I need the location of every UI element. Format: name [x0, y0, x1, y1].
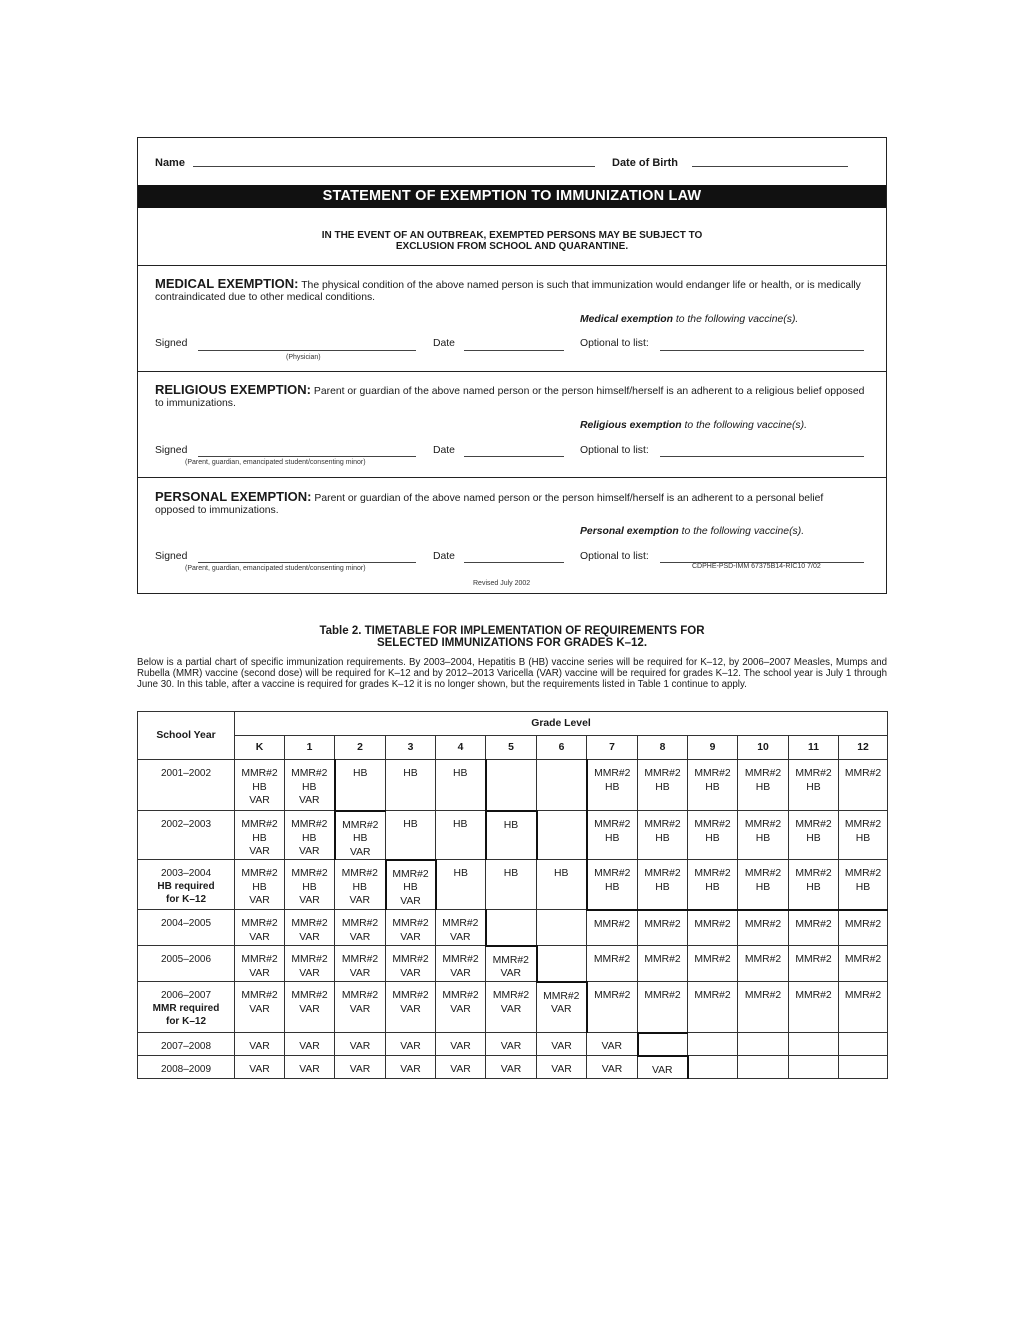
- requirement-cell: MMR#2 HB: [587, 760, 638, 811]
- requirement-cell: HB: [386, 760, 436, 811]
- requirement-cell: VAR: [386, 1056, 436, 1079]
- requirement-cell: MMR#2 HB: [789, 811, 839, 860]
- personal-exemption-title: PERSONAL EXEMPTION:: [155, 489, 312, 504]
- requirement-cell: [839, 1056, 888, 1079]
- school-year: 2008–2009: [160, 1064, 212, 1075]
- form-code: CDPHE-PSD-IMM 67375B14-RIC10 7/02: [692, 563, 821, 570]
- requirement-cell: MMR#2: [738, 910, 789, 946]
- school-year: 2006–2007: [160, 990, 212, 1001]
- school-year-header: School Year: [138, 712, 235, 760]
- requirement-cell: MMR#2 HB: [688, 860, 738, 910]
- requirement-cell: MMR#2 VAR: [235, 910, 285, 946]
- requirement-cell: MMR#2: [638, 946, 688, 982]
- religious-exemption-description: Parent or guardian of the above named person or the person himself/herself is an adherent to a religious belief opposed to immunizations.: [155, 386, 865, 409]
- requirement-cell: MMR#2 VAR: [235, 982, 285, 1033]
- medical-vaccine-heading: [580, 314, 798, 325]
- name-field[interactable]: [193, 166, 595, 167]
- requirement-cell: MMR#2: [638, 982, 688, 1033]
- requirement-cell: VAR: [235, 1033, 285, 1056]
- requirement-note: MMR required for K–12: [152, 1003, 220, 1027]
- requirement-cell: MMR#2: [789, 946, 839, 982]
- requirement-cell: MMR#2 HB: [587, 860, 638, 910]
- requirement-cell: [537, 946, 587, 982]
- medical-date-label: Date: [433, 338, 455, 349]
- requirement-cell: [688, 1033, 738, 1056]
- grade-level-header: Grade Level: [235, 712, 888, 736]
- immunization-timetable: [137, 711, 888, 1079]
- requirement-cell: MMR#2 VAR: [335, 946, 386, 982]
- personal-vaccine-rest: to the following vaccine(s).: [681, 526, 805, 537]
- grade-header: 8: [638, 736, 688, 760]
- requirement-cell: MMR#2: [789, 982, 839, 1033]
- requirement-cell: [738, 1033, 789, 1056]
- requirement-cell: MMR#2 HB: [738, 860, 789, 910]
- medical-vaccine-bold: Medical exemption: [580, 314, 673, 325]
- grade-header: 10: [738, 736, 789, 760]
- requirement-cell: VAR: [285, 1056, 335, 1079]
- religious-date-field[interactable]: [464, 456, 564, 457]
- requirement-cell: MMR#2 HB: [839, 860, 888, 910]
- grade-header: 2: [335, 736, 386, 760]
- requirement-cell: MMR#2 VAR: [436, 946, 486, 982]
- grade-header: 4: [436, 736, 486, 760]
- religious-date-label: Date: [433, 445, 455, 456]
- requirement-cell: MMR#2 HB: [638, 860, 688, 910]
- requirement-cell: [789, 1033, 839, 1056]
- requirement-cell: HB: [436, 860, 486, 910]
- requirement-cell: HB: [537, 860, 587, 910]
- requirement-cell: VAR: [386, 1033, 436, 1056]
- medical-exemption-title: MEDICAL EXEMPTION:: [155, 276, 299, 291]
- requirement-cell: VAR: [285, 1033, 335, 1056]
- requirement-cell: MMR#2: [839, 760, 888, 811]
- requirement-cell: MMR#2: [638, 910, 688, 946]
- requirement-cell: MMR#2 HB: [789, 760, 839, 811]
- table-row: [138, 1033, 888, 1056]
- school-year: 2002–2003: [160, 819, 212, 830]
- religious-exemption-section: [138, 372, 886, 478]
- requirement-cell: [839, 1033, 888, 1056]
- requirement-cell: HB: [436, 760, 486, 811]
- personal-exemption-description: Parent or guardian of the above named person or the person himself/herself is an adherent to a personal belief opposed to immunizations.: [155, 493, 824, 516]
- requirement-cell: MMR#2 HB VAR: [235, 860, 285, 910]
- outbreak-warning: [138, 208, 886, 266]
- medical-signed-label: Signed: [155, 338, 188, 349]
- table-row: [138, 910, 888, 946]
- grade-header: 6: [537, 736, 587, 760]
- requirement-cell: MMR#2 VAR: [285, 946, 335, 982]
- personal-vaccine-bold: Personal exemption: [580, 526, 679, 537]
- requirement-cell: MMR#2: [587, 946, 638, 982]
- requirement-cell: [537, 910, 587, 946]
- requirement-cell: [537, 760, 587, 811]
- table-row: [138, 811, 888, 860]
- grade-header: 1: [285, 736, 335, 760]
- requirement-cell: MMR#2: [688, 982, 738, 1033]
- school-year: 2001–2002: [160, 768, 212, 779]
- requirement-cell: VAR: [537, 1056, 587, 1079]
- requirement-cell: [738, 1056, 789, 1079]
- personal-date-label: Date: [433, 551, 455, 562]
- medical-signer-note: (Physician): [286, 354, 321, 361]
- requirement-cell: MMR#2 HB VAR: [235, 811, 285, 860]
- requirement-cell: MMR#2 VAR: [285, 982, 335, 1033]
- requirement-cell: MMR#2: [839, 910, 888, 946]
- medical-vaccine-rest: to the following vaccine(s).: [675, 314, 799, 325]
- school-year-cell: [138, 1033, 235, 1056]
- religious-vaccine-field[interactable]: [660, 456, 864, 457]
- requirement-cell: MMR#2 HB: [738, 811, 789, 860]
- school-year-cell: [138, 982, 235, 1033]
- personal-optional-label: Optional to list:: [580, 551, 649, 562]
- table-row: [138, 982, 888, 1033]
- grade-header: 5: [486, 736, 537, 760]
- dob-field[interactable]: [692, 166, 848, 167]
- grade-header: 7: [587, 736, 638, 760]
- requirement-cell: MMR#2 HB: [587, 811, 638, 860]
- requirement-cell: VAR: [486, 1033, 537, 1056]
- school-year-cell: [138, 760, 235, 811]
- requirement-cell: VAR: [436, 1056, 486, 1079]
- requirement-cell: MMR#2 VAR: [486, 946, 537, 982]
- personal-signature-field[interactable]: [198, 562, 416, 563]
- grade-header-row: [138, 736, 888, 760]
- requirement-cell: MMR#2 VAR: [436, 910, 486, 946]
- requirement-cell: MMR#2: [789, 910, 839, 946]
- exemption-form: [137, 137, 887, 594]
- requirement-cell: MMR#2 HB: [638, 811, 688, 860]
- requirement-note: HB required for K–12: [157, 881, 215, 905]
- requirement-cell: MMR#2 HB VAR: [386, 860, 436, 910]
- table-row: [138, 860, 888, 910]
- requirement-cell: MMR#2 HB VAR: [285, 860, 335, 910]
- form-title: STATEMENT OF EXEMPTION TO IMMUNIZATION LAW: [138, 185, 886, 208]
- requirement-cell: MMR#2 VAR: [486, 982, 537, 1033]
- requirement-cell: VAR: [537, 1033, 587, 1056]
- religious-vaccine-bold: Religious exemption: [580, 420, 682, 431]
- requirement-cell: MMR#2 HB VAR: [235, 760, 285, 811]
- requirement-cell: MMR#2 VAR: [386, 910, 436, 946]
- grade-header: 9: [688, 736, 738, 760]
- religious-signed-label: Signed: [155, 445, 188, 456]
- grade-header: 11: [789, 736, 839, 760]
- religious-exemption-text: [155, 384, 866, 410]
- grade-header: 12: [839, 736, 888, 760]
- warning-line-2: EXCLUSION FROM SCHOOL AND QUARANTINE.: [395, 241, 629, 252]
- requirement-cell: MMR#2 VAR: [335, 982, 386, 1033]
- requirement-cell: HB: [486, 860, 537, 910]
- requirement-cell: MMR#2: [738, 946, 789, 982]
- table-row: [138, 760, 888, 811]
- requirement-cell: MMR#2 HB VAR: [335, 860, 386, 910]
- requirement-cell: [789, 1056, 839, 1079]
- requirement-cell: HB: [436, 811, 486, 860]
- religious-exemption-title: RELIGIOUS EXEMPTION:: [155, 382, 312, 397]
- dob-label: Date of Birth: [612, 157, 678, 169]
- revised-date: Revised July 2002: [473, 580, 531, 587]
- requirement-cell: MMR#2 HB: [688, 811, 738, 860]
- requirement-cell: VAR: [436, 1033, 486, 1056]
- requirement-cell: MMR#2: [738, 982, 789, 1033]
- requirement-cell: [638, 1033, 688, 1056]
- medical-optional-label: Optional to list:: [580, 338, 649, 349]
- school-year-cell: [138, 910, 235, 946]
- requirement-cell: MMR#2 VAR: [386, 946, 436, 982]
- requirement-cell: MMR#2 VAR: [436, 982, 486, 1033]
- name-label: Name: [155, 157, 185, 169]
- requirement-cell: VAR: [486, 1056, 537, 1079]
- school-year-cell: [138, 1056, 235, 1079]
- requirement-cell: MMR#2 VAR: [285, 910, 335, 946]
- personal-signed-label: Signed: [155, 551, 188, 562]
- requirement-cell: MMR#2 VAR: [235, 946, 285, 982]
- religious-vaccine-heading: [580, 420, 807, 431]
- table-row: [138, 946, 888, 982]
- table-description: Below is a partial chart of specific immunization requirements. By 2003–2004, Hepatitis B (HB) vaccine series will be required for K–12, by 2006–2007 Measles, Mumps and Rubella (MMR) vaccine (second dose) will be required for K–12 and by 2012–2013 Varicella (VAR) vaccine will be required for grades K–12. The school year is July 1 through June 30. In this table, after a vaccine is required for grades K–12 it is no longer shown, but the requirements listed in Table 1 continue to apply.: [137, 657, 887, 691]
- requirement-cell: MMR#2 HB VAR: [335, 811, 386, 860]
- requirement-cell: MMR#2 HB: [839, 811, 888, 860]
- school-year: 2003–2004: [160, 868, 212, 879]
- personal-exemption-section: [138, 478, 886, 593]
- table-title-line-1: Table 2. TIMETABLE FOR IMPLEMENTATION OF REQUIREMENTS FOR: [319, 625, 705, 637]
- school-year: 2005–2006: [160, 954, 212, 965]
- table-title: [137, 626, 887, 649]
- personal-date-field[interactable]: [464, 562, 564, 563]
- personal-exemption-text: [155, 491, 866, 517]
- requirement-cell: MMR#2: [839, 982, 888, 1033]
- requirement-cell: VAR: [235, 1056, 285, 1079]
- requirement-cell: VAR: [638, 1056, 688, 1079]
- requirement-cell: [537, 811, 587, 860]
- requirement-cell: MMR#2: [839, 946, 888, 982]
- requirement-cell: MMR#2 HB: [638, 760, 688, 811]
- requirement-cell: [486, 760, 537, 811]
- requirement-cell: VAR: [587, 1056, 638, 1079]
- grade-header: K: [235, 736, 285, 760]
- requirement-cell: HB: [335, 760, 386, 811]
- requirement-cell: MMR#2 HB: [789, 860, 839, 910]
- warning-line-1: IN THE EVENT OF AN OUTBREAK, EXEMPTED PERSONS MAY BE SUBJECT TO: [321, 230, 703, 241]
- medical-exemption-text: [155, 278, 866, 304]
- requirement-cell: HB: [386, 811, 436, 860]
- requirement-cell: [688, 1056, 738, 1079]
- medical-exemption-section: [138, 266, 886, 372]
- requirement-cell: MMR#2: [688, 910, 738, 946]
- religious-vaccine-rest: to the following vaccine(s).: [684, 420, 807, 431]
- requirement-cell: MMR#2: [587, 982, 638, 1033]
- requirement-cell: MMR#2 VAR: [335, 910, 386, 946]
- requirement-cell: MMR#2: [688, 946, 738, 982]
- requirement-cell: MMR#2 HB VAR: [285, 760, 335, 811]
- school-year-cell: [138, 860, 235, 910]
- name-dob-bar: [138, 138, 886, 185]
- religious-optional-label: Optional to list:: [580, 445, 649, 456]
- medical-signature-field[interactable]: [198, 350, 416, 351]
- medical-exemption-description: The physical condition of the above named person is such that immunization would endanger life or health, or is medically contraindicated due to other medical conditions.: [155, 280, 861, 303]
- requirement-cell: VAR: [335, 1033, 386, 1056]
- school-year: 2007–2008: [160, 1041, 212, 1052]
- medical-vaccine-field[interactable]: [660, 350, 864, 351]
- grade-header: 3: [386, 736, 436, 760]
- requirement-cell: MMR#2: [587, 910, 638, 946]
- requirement-cell: [486, 910, 537, 946]
- school-year-cell: [138, 946, 235, 982]
- requirement-cell: MMR#2 VAR: [537, 982, 587, 1033]
- requirement-cell: HB: [486, 811, 537, 860]
- requirement-cell: VAR: [587, 1033, 638, 1056]
- school-year-cell: [138, 811, 235, 860]
- personal-vaccine-heading: [580, 526, 804, 537]
- school-year: 2004–2005: [160, 918, 212, 929]
- religious-signer-note: (Parent, guardian, emancipated student/consenting minor): [185, 459, 366, 466]
- requirement-cell: VAR: [335, 1056, 386, 1079]
- requirement-cell: MMR#2 HB VAR: [285, 811, 335, 860]
- table-title-line-2: SELECTED IMMUNIZATIONS FOR GRADES K–12.: [376, 636, 648, 649]
- medical-date-field[interactable]: [464, 350, 564, 351]
- requirement-cell: MMR#2 VAR: [386, 982, 436, 1033]
- table-row: [138, 1056, 888, 1079]
- requirement-cell: MMR#2 HB: [738, 760, 789, 811]
- religious-signature-field[interactable]: [198, 456, 416, 457]
- personal-signer-note: (Parent, guardian, emancipated student/consenting minor): [185, 565, 366, 572]
- requirement-cell: MMR#2 HB: [688, 760, 738, 811]
